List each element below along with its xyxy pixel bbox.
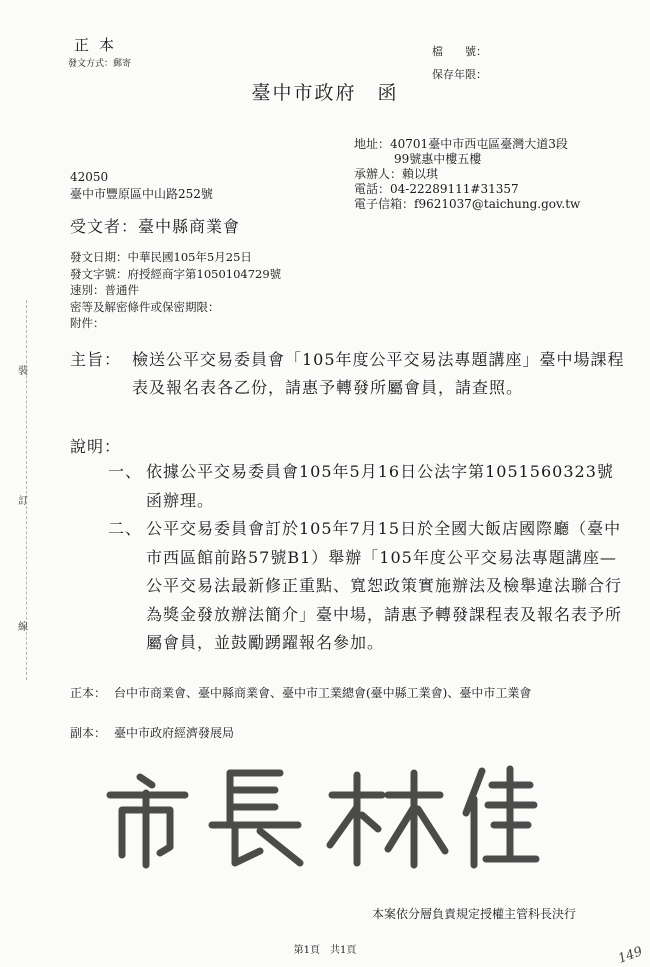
issue-date-value: 中華民國105年5月25日 — [127, 250, 252, 264]
issue-date — [70, 249, 281, 266]
retention-period-label: 保存年限： — [432, 68, 487, 81]
secrecy-label: 密等及解密條件或保密期限： — [70, 299, 220, 314]
item-number: 一、 — [107, 462, 142, 481]
document-meta — [70, 249, 281, 332]
phone-number: 04-22289111#31357 — [390, 182, 519, 196]
original-list: 台中市商業會、臺中縣商業會、臺中市工業總會(臺中縣工業會)、臺中市工業會 — [114, 686, 532, 700]
original-label: 正本： — [70, 686, 107, 700]
subject-text: 檢送公平交易委員會「105年度公平交易法專題講座」臺中場課程表及報名表各乙份，請惠予轉發所屬會員，請查照。 — [132, 350, 625, 397]
doc-number-value: 府授經商字第1050104729號 — [127, 266, 282, 281]
doc-number — [70, 266, 281, 283]
item-text: 依據公平交易委員會105年5月16日公法字第1051560323號函辦理。 — [146, 462, 614, 510]
recipient-name: 臺中縣商業會 — [138, 217, 241, 236]
delegation-note: 本案依分層負責規定授權主管科長決行 — [372, 907, 577, 921]
recipient-address: 臺中市豐原區中山路252號 — [70, 187, 213, 201]
subject-label: 主旨： — [70, 350, 122, 369]
issue-date-label: 發文日期： — [70, 250, 128, 264]
copy-type: 正本 — [74, 36, 125, 54]
contact-name: 賴以琪 — [402, 167, 439, 181]
copy-list: 臺中市政府經濟發展局 — [114, 726, 235, 740]
email-address: f9621037@taichung.gov.tw — [414, 197, 581, 211]
sender-info — [354, 137, 580, 212]
secrecy — [70, 299, 281, 316]
contact-label: 承辦人： — [354, 167, 403, 181]
sender-phone — [354, 182, 580, 197]
send-method: 發文方式：郵寄 — [68, 59, 132, 69]
signature-text-holder — [100, 760, 570, 870]
sender-address — [354, 137, 580, 152]
recipient-label: 受文者： — [70, 217, 139, 236]
file-number-label: 檔 號： — [432, 45, 487, 58]
sender-contact — [354, 167, 580, 182]
recipient — [70, 214, 240, 237]
speed-label: 速別： — [70, 283, 105, 297]
copy-label: 副本： — [70, 726, 107, 740]
sender-address-line1: 40701臺中市西屯區臺灣大道3段 — [390, 137, 568, 151]
speed-value: 普通件 — [104, 283, 139, 297]
item-text: 公平交易委員會訂於105年7月15日於全國大飯店國際廳（臺中市西區館前路57號B1）舉辦「105年度公平交易法專題講座—公平交易法最新修正重點、寬恕政策實施辦法及檢舉違法聯合行為獎金發放辦法簡介」臺中場，請惠予轉發課程表及報名表予所屬會員，並鼓勵踴躍報名參加。 — [146, 519, 623, 652]
attachment-label: 附件： — [70, 316, 105, 330]
doc-number-label: 發文字號： — [70, 266, 128, 281]
explanation-item — [90, 458, 630, 515]
page-number: 第1頁 共1頁 — [293, 945, 357, 956]
sender-email — [354, 197, 580, 212]
handwritten-mark: 149 — [616, 944, 645, 967]
speed — [70, 282, 281, 299]
binding-mark: 線 — [18, 622, 28, 633]
sender-address-cont — [354, 152, 580, 167]
binding-mark: 裝 — [18, 366, 28, 377]
email-label: 電子信箱： — [354, 197, 415, 211]
original-recipients — [70, 685, 600, 701]
sender-address-line2: 99號惠中樓五樓 — [394, 152, 482, 166]
recipient-postal-code: 42050 — [70, 170, 109, 184]
subject — [70, 346, 630, 402]
item-number: 二、 — [107, 519, 142, 538]
copy-recipients — [70, 724, 234, 741]
sender-address-label: 地址： — [354, 137, 391, 151]
phone-label: 電話： — [354, 182, 391, 196]
binding-mark: 訂 — [18, 496, 28, 507]
explanation-label: 說明： — [70, 437, 122, 456]
explanation-item — [90, 515, 630, 658]
document-title: 臺中市政府 函 — [251, 82, 399, 104]
attachment — [70, 315, 281, 332]
